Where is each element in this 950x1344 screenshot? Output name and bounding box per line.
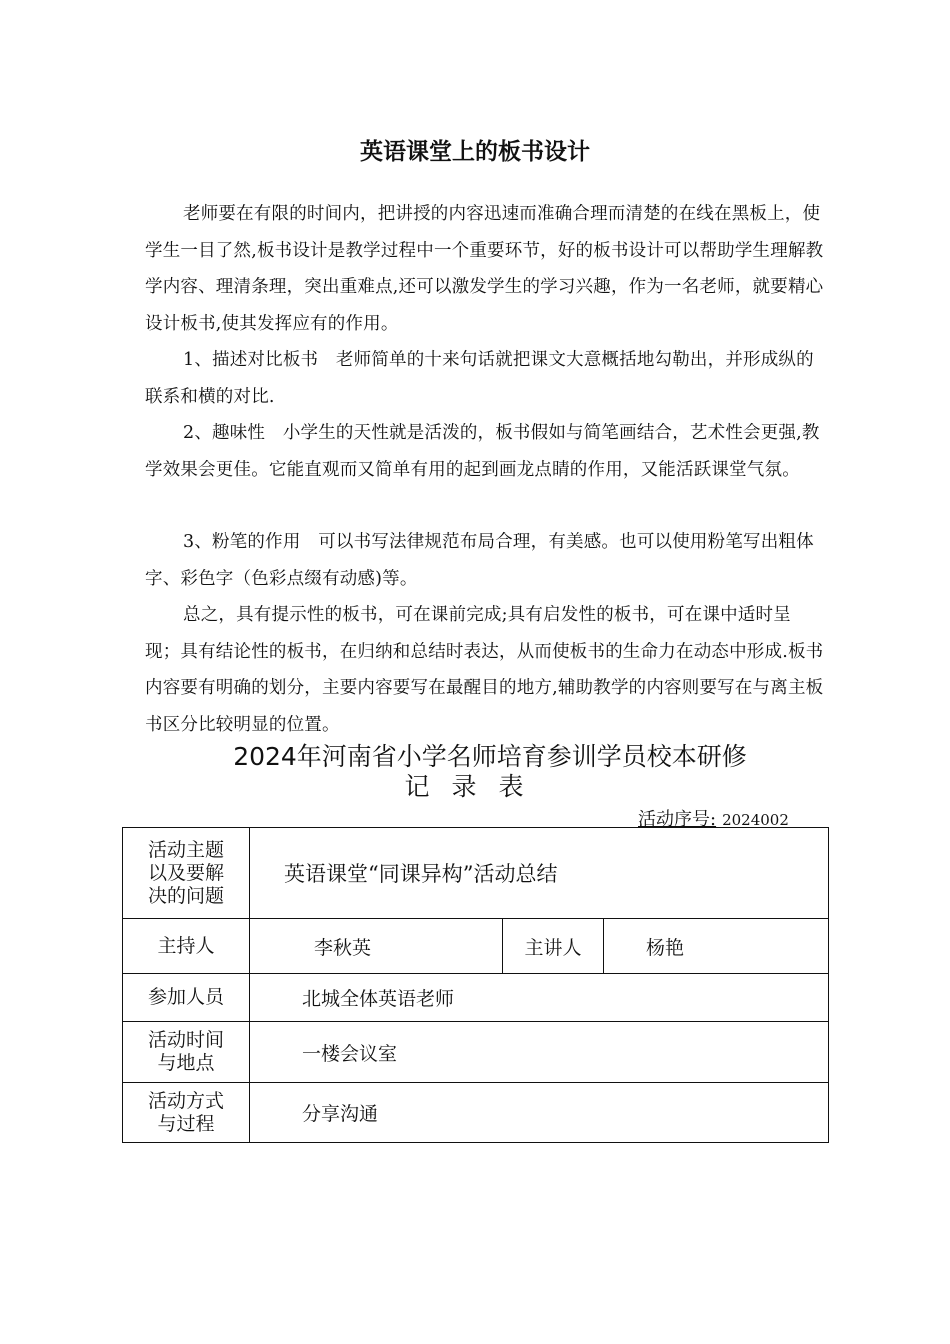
table-row-participants [123,974,829,1022]
table-row-method [123,1083,829,1143]
topic-label: 活动主题以及要解决的问题 [123,828,250,919]
article-paragraph-point-1: 1、描述对比板书 老师简单的十来句话就把课文大意概括地勾勒出，并形成纵的联系和横的对比. [145,350,814,407]
participants-label: 参加人员 [123,974,250,1022]
method-label: 活动方式与过程 [123,1083,250,1143]
form-subtitle: 记录表 [404,772,546,801]
topic-value: 英语课堂“同课异构”活动总结 [250,828,829,919]
activity-serial-value: 2024002 [722,811,789,829]
table-row-time-place [123,1022,829,1083]
article-paragraph-point-2: 2、趣味性 小学生的天性就是活泼的，板书假如与简笔画结合，艺术性会更强,教学效果会更佳。它能直观而又简单有用的起到画龙点睛的作用，又能活跃课堂气氛。 [145,423,820,480]
time-place-label: 活动时间与地点 [123,1022,250,1083]
participants-value: 北城全体英语老师 [250,974,829,1022]
article-paragraph-point-3: 3、粉笔的作用 可以书写法律规范布局合理，有美感。也可以使用粉笔写出粗体字、彩色字（色彩点缀有动感)等。 [145,532,814,589]
record-table [122,827,829,1143]
speaker-label: 主讲人 [503,919,604,974]
time-place-value: 一楼会议室 [250,1022,829,1083]
article-paragraph-intro: 老师要在有限的时间内，把讲授的内容迅速而准确合理而清楚的在线在黑板上，使学生一目了然,板书设计是教学过程中一个重要环节，好的板书设计可以帮助学生理解教学内容、理清条理，突出重难点,还可以激发学生的学习兴趣，作为一名老师，就要精心设计板书,使其发挥应有的作用。 [145,204,824,334]
table-row-host [123,919,829,974]
form-title: 2024年河南省小学名师培育参训学员校本研修 [233,742,747,771]
activity-serial-label: 活动序号: [638,809,717,830]
method-value: 分享沟通 [250,1083,829,1143]
table-row-topic [123,828,829,919]
speaker-value: 杨艳 [604,919,829,974]
host-label: 主持人 [123,919,250,974]
host-value: 李秋英 [250,919,503,974]
article-paragraph-summary: 总之，具有提示性的板书，可在课前完成;具有启发性的板书，可在课中适时呈现；具有结论性的板书，在归纳和总结时表达，从而使板书的生命力在动态中形成.板书内容要有明确的划分，主要内容要写在最醒目的地方,辅助教学的内容则要写在与离主板书区分比较明显的位置。 [145,605,824,735]
article-title: 英语课堂上的板书设计 [360,139,590,165]
